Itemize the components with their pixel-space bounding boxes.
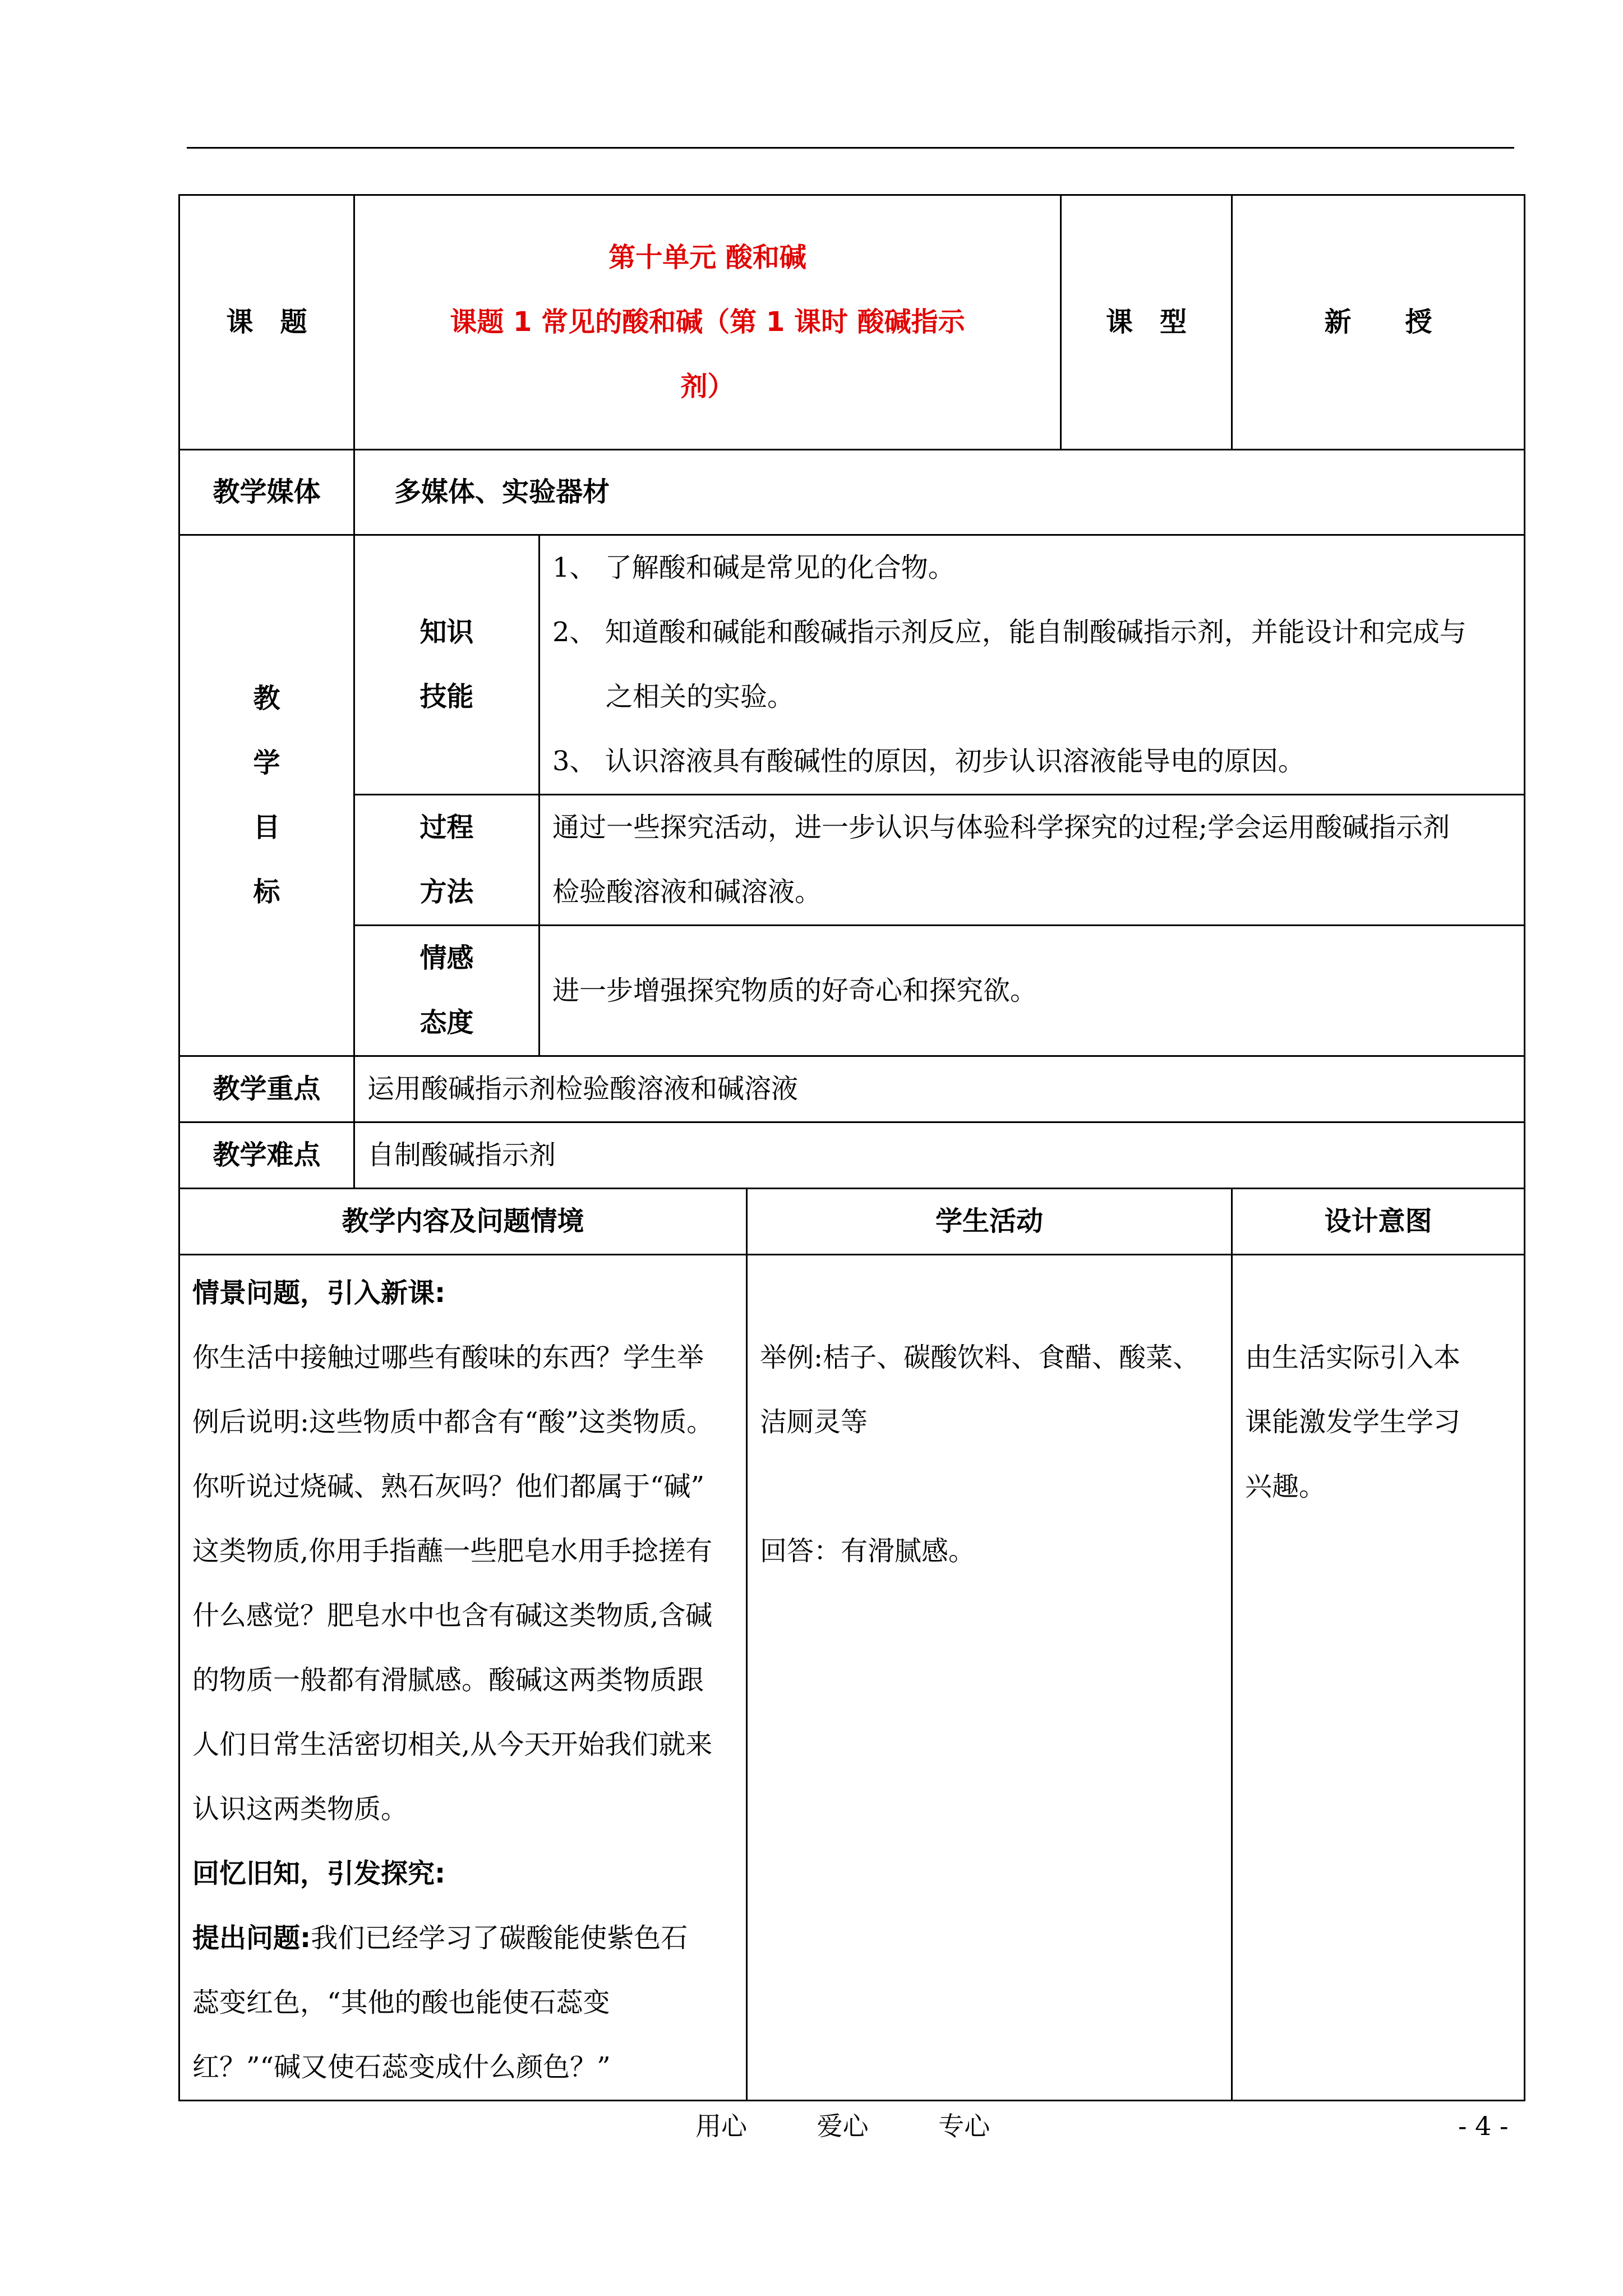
col-header-student: 学生活动: [747, 1189, 1232, 1255]
title-line-1: 第十单元 酸和碱: [608, 242, 806, 273]
design-line: 课能激发学生学习: [1245, 1406, 1461, 1438]
topic-label: 课 题: [179, 195, 354, 450]
difficulty-label: 教学难点: [179, 1122, 354, 1189]
col-header-design: 设计意图: [1232, 1189, 1525, 1255]
knowledge-item-1: 1、 了解酸和碱是常见的化合物。: [552, 552, 955, 583]
title-line-2: 课题 1 常见的酸和碱（第 1 课时 酸碱指示: [450, 306, 965, 338]
footer-motto: 专心: [938, 2111, 990, 2141]
knowledge-label-line-1: 知识: [419, 616, 474, 648]
student-line: 回答：有滑腻感。: [760, 1535, 976, 1567]
content-line: 这类物质,你用手指蘸一些肥皂水用手捻搓有: [192, 1535, 713, 1567]
design-line: 兴趣。: [1245, 1471, 1326, 1502]
page-footer: [0, 2109, 1623, 2143]
content-line: 例后说明:这些物质中都含有“酸”这类物质。: [192, 1406, 714, 1438]
media-value: 多媒体、实验器材: [354, 450, 1525, 535]
knowledge-label-line-2: 技能: [419, 681, 474, 712]
process-text-line-2: 检验酸溶液和碱溶液。: [552, 876, 822, 908]
objectives-char-3: 目: [253, 812, 280, 843]
content-question-line: [192, 1906, 734, 1971]
emotion-label-line-2: 态度: [419, 1007, 474, 1038]
media-row: [179, 450, 1525, 535]
teaching-content: [179, 1255, 747, 2101]
student-line: 举例:桔子、碳酸饮料、食醋、酸菜、: [760, 1342, 1200, 1373]
difficulty-value: 自制酸碱指示剂: [354, 1122, 1525, 1189]
design-intent: [1232, 1255, 1525, 2101]
question-label: 提出问题:: [192, 1922, 311, 1954]
objective-process-row: [179, 795, 1525, 926]
knowledge-item-2: 2、 知道酸和碱能和酸碱指示剂反应，能自制酸碱指示剂，并能设计和完成与: [552, 616, 1467, 648]
content-line: 你生活中接触过哪些有酸味的东西？学生举: [192, 1342, 704, 1373]
knowledge-label: [354, 535, 540, 795]
key-point-row: [179, 1056, 1525, 1122]
emotion-label-line-1: 情感: [419, 942, 474, 974]
emotion-text: 进一步增强探究物质的好奇心和探究欲。: [540, 926, 1525, 1056]
difficulty-row: [179, 1122, 1525, 1189]
key-point-label: 教学重点: [179, 1056, 354, 1122]
student-activity: [747, 1255, 1232, 2101]
objective-emotion-row: [179, 926, 1525, 1056]
lesson-title: [354, 195, 1061, 450]
footer-mottos: [695, 2109, 1052, 2143]
activity-body-row: [179, 1255, 1525, 2101]
footer-motto: 爱心: [817, 2111, 869, 2141]
objective-knowledge-row: [179, 535, 1525, 795]
process-text-line-1: 通过一些探究活动，进一步认识与体验科学探究的过程;学会运用酸碱指示剂: [552, 812, 1450, 843]
type-label: 课 型: [1061, 195, 1232, 450]
process-label: [354, 795, 540, 926]
knowledge-items: [540, 535, 1525, 795]
process-label-line-1: 过程: [419, 812, 474, 843]
key-point-value: 运用酸碱指示剂检验酸溶液和碱溶液: [354, 1056, 1525, 1122]
footer-motto: 用心: [695, 2111, 747, 2141]
content-heading-2: 回忆旧知，引发探究:: [192, 1858, 446, 1889]
activity-header-row: [179, 1189, 1525, 1255]
design-line: 由生活实际引入本: [1245, 1342, 1461, 1373]
content-line: 认识这两类物质。: [192, 1793, 408, 1825]
content-line: 红？”“碱又使石蕊变成什么颜色？”: [192, 2051, 611, 2083]
objectives-char-4: 标: [253, 876, 280, 908]
objectives-char-1: 教: [253, 683, 280, 714]
topic-row: [179, 195, 1525, 450]
media-label: 教学媒体: [179, 450, 354, 535]
page-number: - 4 -: [1458, 2111, 1509, 2141]
title-line-3: 剂）: [680, 371, 735, 402]
knowledge-item-2-cont: 之相关的实验。: [606, 681, 795, 712]
content-line: 的物质一般都有滑腻感。酸碱这两类物质跟: [192, 1664, 704, 1696]
col-header-content: 教学内容及问题情境: [179, 1189, 747, 1255]
header-rule: [187, 147, 1514, 149]
lesson-plan-table: [178, 194, 1525, 2101]
content-line: 什么感觉？肥皂水中也含有碱这类物质,含碱: [192, 1600, 713, 1631]
objectives-char-2: 学: [253, 747, 280, 779]
knowledge-item-3: 3、 认识溶液具有酸碱性的原因，初步认识溶液能导电的原因。: [552, 746, 1305, 777]
content-heading-1: 情景问题，引入新课:: [192, 1277, 446, 1309]
process-label-line-2: 方法: [419, 876, 474, 908]
content-line: 人们日常生活密切相关,从今天开始我们就来: [192, 1729, 713, 1760]
process-text: [540, 795, 1525, 926]
objectives-label: [179, 535, 354, 1056]
content-line: 蕊变红色，“其他的酸也能使石蕊变: [192, 1987, 610, 2018]
student-line: 洁厕灵等: [760, 1406, 868, 1438]
type-value: 新 授: [1232, 195, 1525, 450]
content-line: 你听说过烧碱、熟石灰吗？他们都属于“碱”: [192, 1471, 705, 1502]
emotion-label: [354, 926, 540, 1056]
question-text: 我们已经学习了碳酸能使紫色石: [311, 1922, 688, 1954]
